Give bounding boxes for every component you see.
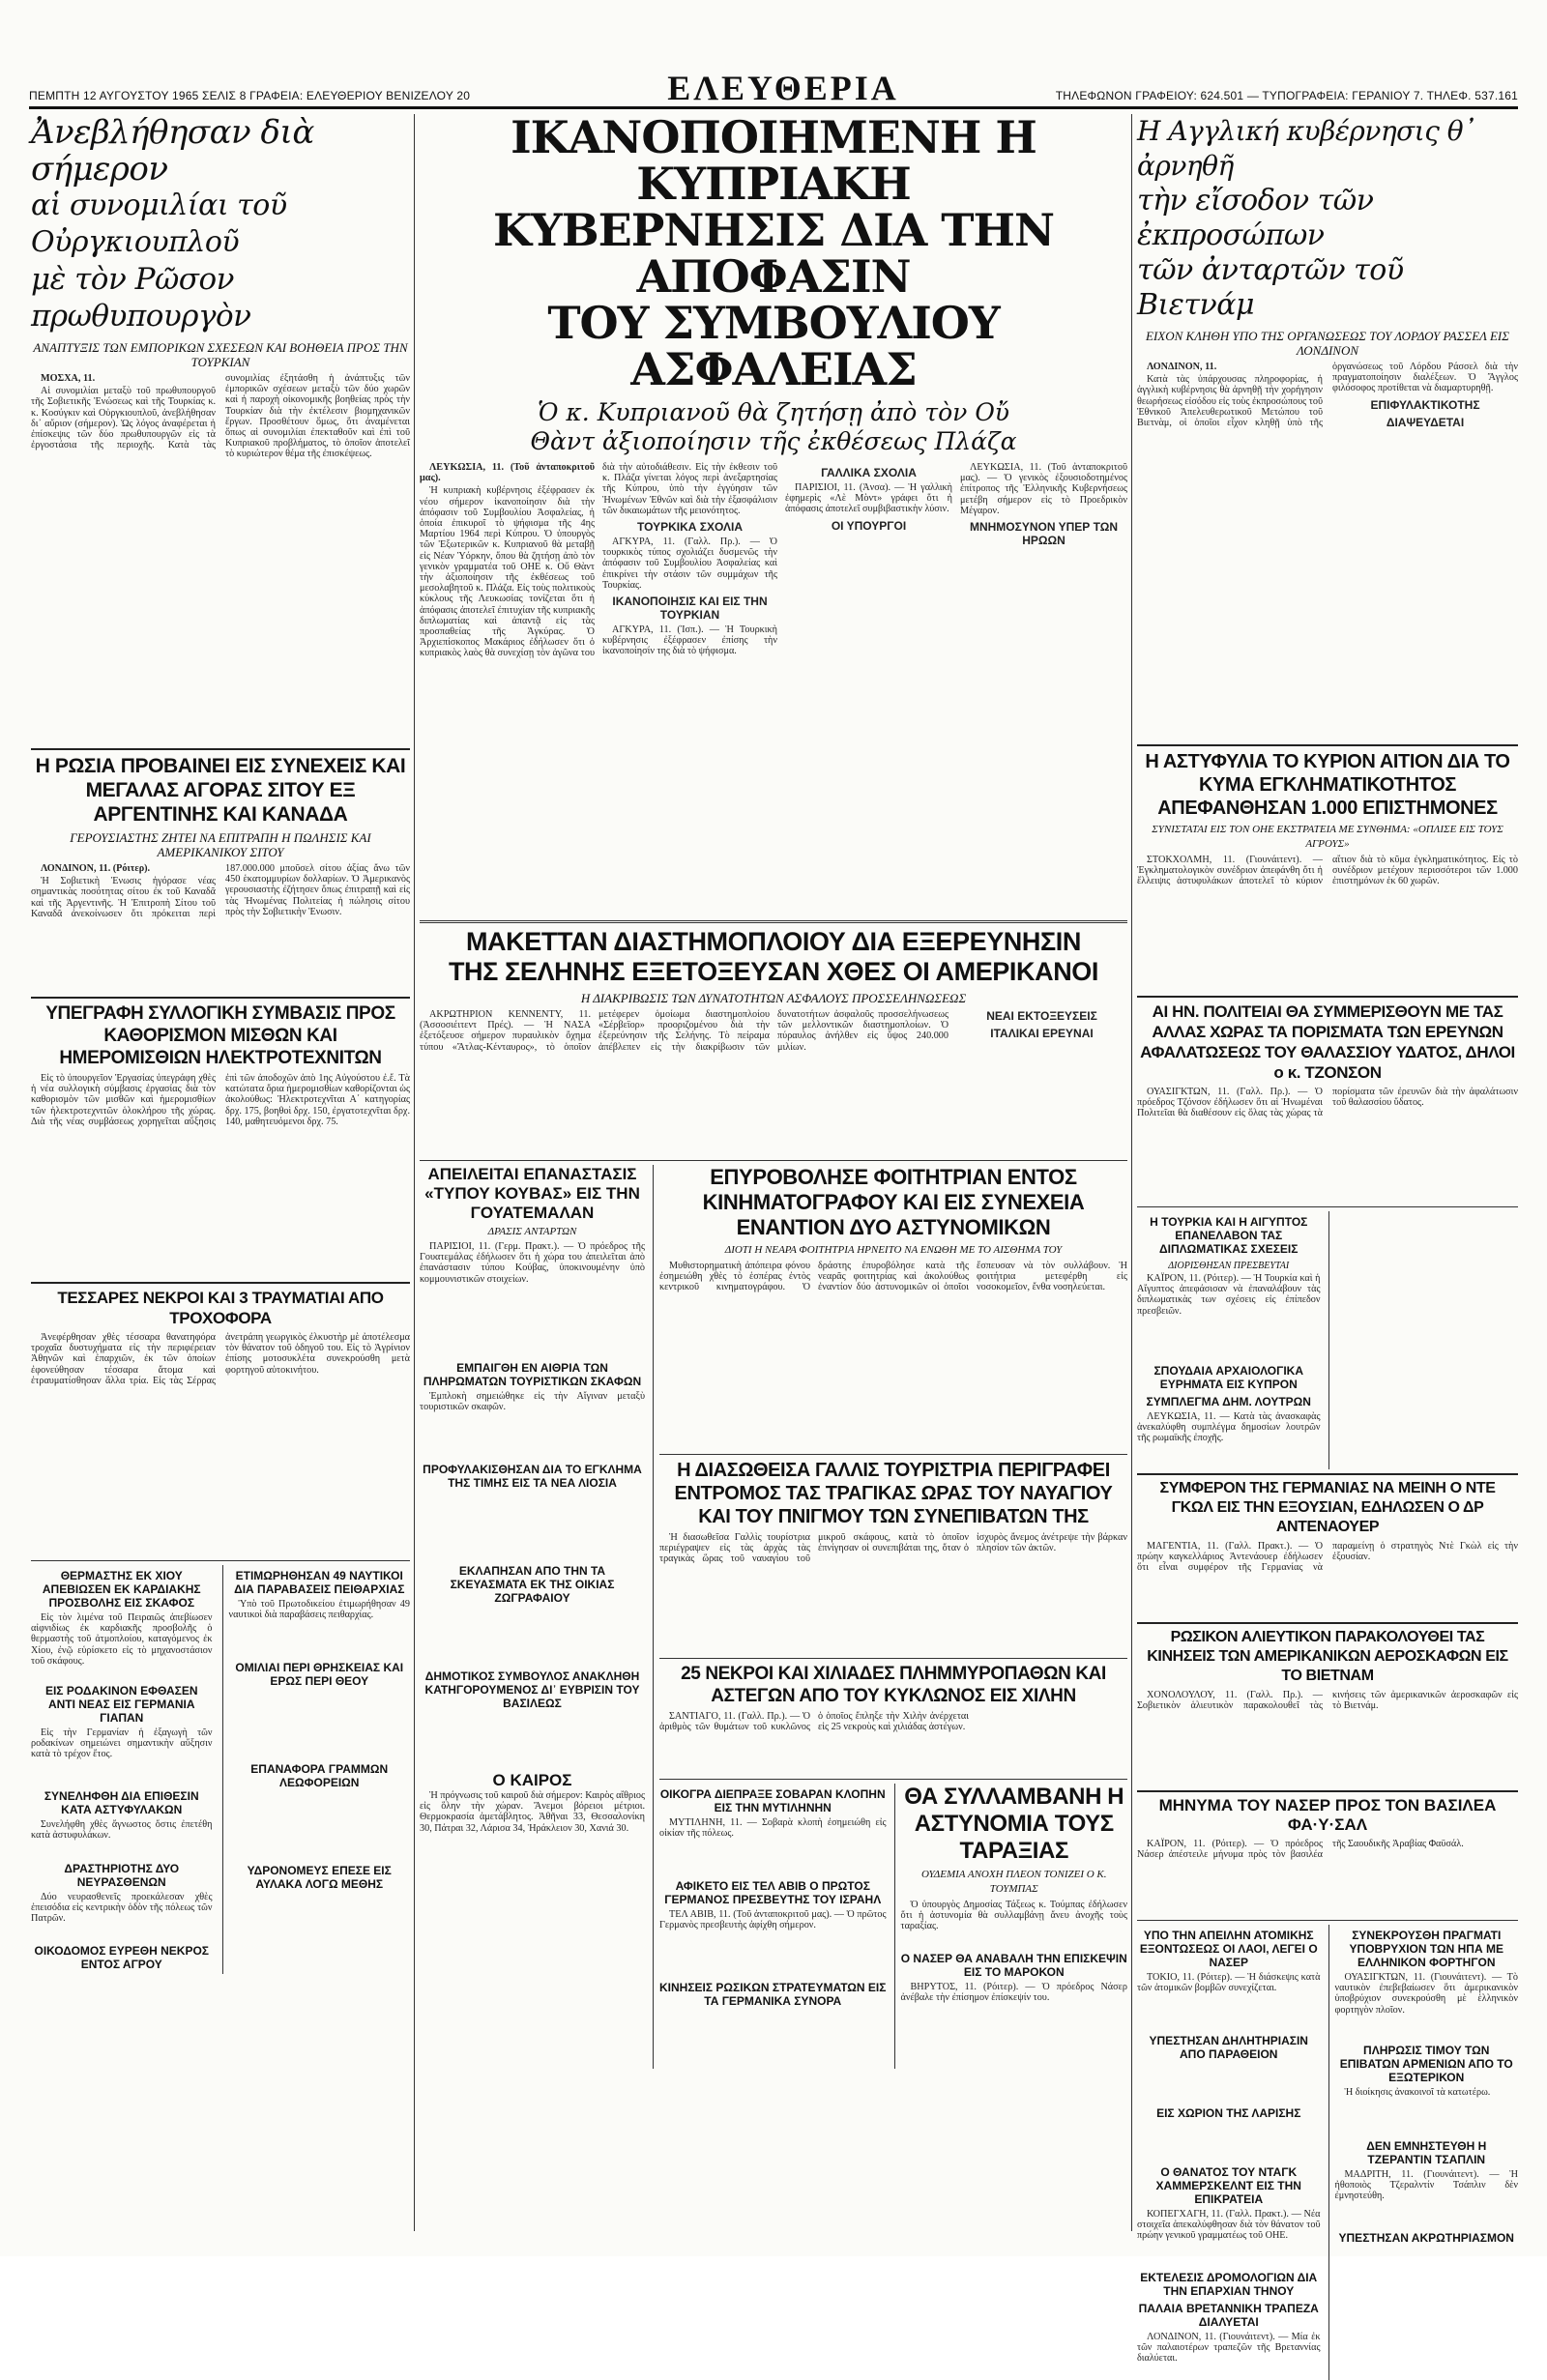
article-text: ΜΥΤΙΛΗΝΗ, 11. — Σοβαρὰ κλοπὴ ἐσημειώθη εἰς οἰκίαν τῆς πόλεως. (659, 1817, 887, 1840)
article-text: Ἐμπλοκὴ σημειώθηκε εἰς τὴν Αἴγιναν μεταξὺ τουριστικῶν σκαφῶν. (420, 1391, 645, 1413)
headline-crime-wave: Η ΑΣΤΥΦΥΛΙΑ ΤΟ ΚΥΡΙΟΝ ΑΙΤΙΟΝ ΔΙΑ ΤΟ ΚΥΜΑ ΕΓΚΛΗΜΑΤΙΚΟΤΗΤΟΣ ΑΠΕΦΑΝΘΗΣΑΝ 1.000 ΕΠΙΣΤΗΜΟΝΕΣ (1137, 744, 1518, 820)
masthead-left-info: ΠΕΜΠΤΗ 12 ΑΥΓΟΥΣΤΟΥ 1965 ΣΕΛΙΣ 8 ΓΡΑΦΕΙΑ: ΕΛΕΥΘΕΡΙΟΥ ΒΕΝΙΖΕΛΟΥ 20 (29, 89, 471, 102)
headline-arrest: ΣΥΝΕΛΗΦΘΗ ΔΙΑ ΕΠΙΘΕΣΙΝ ΚΑΤΑ ΑΣΤΥΦΥΛΑΚΩΝ (44, 1789, 199, 1816)
right-lower-col-b (1328, 1925, 1519, 2380)
article-text: Ἡ πρόγνωσις τοῦ καιροῦ διὰ σήμερον: Καιρὸς αἴθριος εἰς ὅλην τὴν χώραν. Ἄνεμοι βόρειοι μέτριοι. Θερμοκρασία ἀμετάβλητος. Ἀθῆναι 33, Θεσσαλονίκη 30, Πάτραι 32, Λάρισα 34, Ἡράκλειον 30, Χανιά 30. (420, 1790, 645, 1834)
left-bottom-block (31, 1560, 410, 1974)
article-larissa-filler (1137, 2123, 1321, 2162)
headline-chios: ΘΕΡΜΑΣΤΗΣ ΕΚ ΧΙΟΥ ΑΠΕΒΙΩΣΕΝ ΕΚ ΚΑΡΔΙΑΚΗΣ ΠΡΟΣΒΟΛΗΣ ΕΙΣ ΣΚΑΦΟΣ (42, 1569, 201, 1610)
article-text: ΚΑΪΡΟΝ, 11. (Ρόιτερ). — Ὁ πρόεδρος Νάσερ ἀπέστειλε μήνυμα πρὸς τὸν βασιλέα τῆς Σαουδικῆς Ἀραβίας Φαϋσάλ. (1137, 1839, 1464, 1861)
mini-head-new-launches: ΝΕΑΙ ΕΚΤΟΞΕΥΣΕΙΣ (986, 1009, 1097, 1023)
column-rule (1131, 114, 1132, 2231)
article-soviet-trawler (1137, 1690, 1518, 1786)
article-text: ΛΕΥΚΩΣΙΑ, 11. — Κατὰ τὰς ἀνασκαφὰς ἀνεκαλύφθη συμπλέγμα δημοσίων λουτρῶν τῆς ρωμαϊκῆς ἐποχῆς. (1137, 1411, 1321, 1444)
headline-activity: ΔΡΑΣΤΗΡΙΟΤΗΣ ΔΥΟ ΝΕΥΡΑΣΘΕΝΩΝ (64, 1862, 180, 1889)
main-article-continued (785, 462, 1127, 916)
moon-headline-2: ΤΗΣ ΣΕΛΗΝΗΣ ΕΞΕΤΟΞΕΥΣΑΝ ΧΘΕΣ ΟΙ ΑΜΕΡΙΚΑΝΟΙ (448, 957, 1099, 986)
article-text: ΑΓΚΥΡΑ, 11. (Ἰσπ.). — Ἡ Τουρκικὴ κυβέρνησις ἐξέφρασεν ἐπίσης τὴν ἱκανοποίησίν της διὰ τὸ ψήφισμα. (602, 624, 777, 657)
article-cemetery-filler (229, 1792, 411, 1860)
right-mid-col-b (1328, 1211, 1519, 1469)
article-activity (31, 1892, 213, 1940)
left-column (31, 114, 410, 2231)
article-text: Ἡ Σοβιετικὴ Ἑνωσις ἠγόρασε νέας σημαντικὰς ποσότητας σίτου ἐκ τοῦ Καναδᾶ καὶ τῆς Ἀργεντινῆς. Ἡ Ἐπιτροπὴ Σίτου τοῦ Καναδᾶ ἀνεκοίνωσεν ὅτι πρόκειται περὶ 187.000.000 μποῦσελ σίτου ἀξίας ἄνω τῶν 450 ἑκατομμυρίων δολλαρίων. Ὁ Ἀμερικανὸς γερουσιαστὴς ἐζήτησεν ὅπως ἐπιτραπῇ καὶ εἰς τὰς Ἡνωμένας Πολιτείας ἡ πώλησις σίτου πρὸς τὴν Σοβιετικὴν Ἑνωσιν. (31, 863, 410, 919)
section-rule (420, 920, 1127, 923)
headline-corpse: ΟΙΚΟΔΟΜΟΣ ΕΥΡΕΘΗ ΝΕΚΡΟΣ ΕΝΤΟΣ ΑΓΡΟΥ (34, 1944, 210, 1971)
headline-soviet-trawler: ΡΩΣΙΚΟΝ ΑΛΙΕΥΤΙΚΟΝ ΠΑΡΑΚΟΛΟΥΘΕΙ ΤΑΣ ΚΙΝΗΣΕΙΣ ΤΩΝ ΑΜΕΡΙΚΑΝΙΚΩΝ ΑΕΡΟΣΚΑΦΩΝ ΕΙΣ ΤΟ ΒΙΕΤΝΑΜ (1137, 1622, 1518, 1686)
headline-passengers: ΠΛΗΡΩΣΙΣ ΤΙΜΟΥ ΤΩΝ ΕΠΙΒΑΤΩΝ ΑΡΜΕΝΙΩΝ ΑΠΟ ΤΟ ΕΞΩΤΕΡΙΚΟΝ (1339, 2044, 1513, 2084)
article-text: ΣΑΝΤΙΑΓΟ, 11. (Γαλλ. Πρ.). — Ὁ ἀριθμὸς τῶν θυμάτων τοῦ κυκλῶνος ὁ ὁποῖος ἔπληξε τὴν Χιλὴν ἀνέρχεται εἰς 25 νεκροὺς καὶ χιλιάδας ἀστέγων. (659, 1711, 969, 1733)
headline-chaplin: ΔΕΝ ΕΜΝΗΣΤΕΥΘΗ Η ΤΖΕΡΑΝΤΙΝ ΤΣΑΠΛΙΝ (1366, 2139, 1487, 2166)
headline-larissa: ΕΙΣ ΧΩΡΙΟΝ ΤΗΣ ΛΑΡΙΣΗΣ (1156, 2106, 1301, 2120)
headline-turkey-1: Ἀνεβλήθησαν διὰ σήμερον (31, 113, 314, 189)
headline-sailors: ΕΤΙΜΩΡΗΘΗΣΑΝ 49 ΝΑΥΤΙΚΟΙ ΔΙΑ ΠΑΡΑΒΑΣΕΙΣ ΠΕΙΘΑΡΧΙΑΣ (234, 1569, 405, 1596)
article-vietnam (1137, 362, 1518, 739)
mini-head-italian-research: ΙΤΑΛΙΚΑΙ ΕΡΕΥΝΑΙ (990, 1027, 1094, 1040)
headline-russian-troops: ΚΙΝΗΣΕΙΣ ΡΩΣΙΚΩΝ ΣΤΡΑΤΕΥΜΑΤΩΝ ΕΙΣ ΤΑ ΓΕΡΜΑΝΙΚΑ ΣΥΝΟΡΑ (659, 1981, 887, 2008)
headline-turkey-3: μὲ τὸν Ρῶσον πρωθυπουργὸν (31, 262, 251, 334)
article-cinema (659, 1261, 1127, 1454)
article-guatemala (420, 1241, 645, 1357)
headline-mytilene: ΟΙΚΟΓΡΑ ΔΙΕΠΡΑΞΕ ΣΟΒΑΡΑΝ ΚΛΟΠΗΝ ΕΙΣ ΤΗΝ ΜΥΤΙΛΗΝΗΝ (659, 1787, 886, 1814)
headline-chile-cyclone: 25 ΝΕΚΡΟΙ ΚΑΙ ΧΙΛΙΑΔΕΣ ΠΛΗΜΜΥΡΟΠΑΘΩΝ ΚΑΙ ΑΣΤΕΓΩΝ ΑΠΟ ΤΟΥ ΚΥΚΛΩΝΟΣ ΕΙΣ ΧΙΛΗΝ (659, 1658, 1127, 1707)
article-tourist (420, 1391, 645, 1459)
article-chile (659, 1711, 1127, 1779)
article-text: ΧΟΝΟΛΟΥΛΟΥ, 11. (Γαλλ. Πρ.). — Σοβιετικὸν ἁλιευτικὸν παρακολουθεῖ τὰς κινήσεις τῶν ἀμερικανικῶν ἀεροσκαφῶν εἰς τὸ Βιετνάμ. (1137, 1690, 1518, 1712)
article-text: ΤΕΛ ΑΒΙΒ, 11. (Τοῦ ἀνταποκριτοῦ μας). — Ὁ πρῶτος Γερμανὸς πρεσβευτὴς ἀφίχθη σήμερον. (659, 1909, 887, 1931)
headline-cemetery: ΕΠΑΝΑΦΟΡΑ ΓΡΑΜΜΩΝ ΛΕΩΦΟΡΕΙΩΝ (250, 1762, 389, 1789)
article-de-gaulle (1137, 1541, 1518, 1618)
headline-vietnam-1: Η Αγγλική κυβέρνησις θ᾽ ἀρνηθῆ (1137, 115, 1476, 182)
center-column (420, 111, 1127, 2231)
headline-turkey-2: αἱ συνομιλίαι τοῦ Οὐργκιουπλοῦ (31, 189, 287, 259)
article-text: Συνελήφθη χθὲς ἄγνωστος ὅστις ἐπετέθη κατὰ ἀστυφυλάκων. (31, 1819, 213, 1842)
article-shipwreck (659, 1532, 1127, 1658)
moon-article (420, 1009, 1127, 1154)
article-russia (31, 863, 410, 989)
mini-head-memorial: ΜΝΗΜΟΣΥΝΟΝ ΥΠΕΡ ΤΩΝ ΗΡΩΩΝ (969, 520, 1119, 548)
masthead-rule (29, 106, 1518, 109)
article-text: ΒΗΡΥΤΟΣ, 11. (Ρόιτερ). — Ὁ πρόεδρος Νάσερ ἀνέβαλε τὴν ἐπίσημον ἐπίσκεψίν του. (900, 1982, 1127, 2004)
article-text: Εἰς τὴν Γερμανίαν ἡ ἐξαγωγὴ τῶν ροδακίνων σημειώνει σημαντικὴν αὔξησιν κατὰ τὸ τρέχον ἔτος. (31, 1727, 213, 1760)
mini-head-french-comments: ΓΑΛΛΙΚΑ ΣΧΟΛΙΑ (821, 466, 917, 479)
main-article-block (420, 462, 1127, 916)
right-mid-block (1137, 1206, 1518, 1469)
article-text: Δύο νευρασθενεῖς προεκάλεσαν χθὲς ἐπεισόδια εἰς κεντρικὴν ὁδὸν τῆς πόλεως τῶν Πατρῶν. (31, 1892, 213, 1925)
center-lower-col-a (420, 1165, 645, 2069)
center-lower-sub-block (659, 1779, 1127, 2069)
article-municipal-filler (420, 1713, 645, 1771)
headline-bombs: ΕΚΤΕΛΕΣΙΣ ΔΡΟΜΟΛΟΓΙΩΝ ΔΙΑ ΤΗΝ ΕΠΑΡΧΙΑΝ ΤΗΝΟΥ (1140, 2271, 1318, 2298)
moon-subhead: Η ΔΙΑΚΡΙΒΩΣΙΣ ΤΩΝ ΔΥΝΑΤΟΤΗΤΩΝ ΑΣΦΑΛΟΥΣ ΠΡΟΣΣΕΛΗΝΩΣΕΩΣ (580, 991, 967, 1005)
subhead-guatemala: ΔΡΑΣΙΣ ΑΝΤΑΡΤΩΝ (487, 1226, 577, 1237)
headline-atomic-threat: ΥΠΟ ΤΗΝ ΑΠΕΙΛΗΝ ΑΤΟΜΙΚΗΣ ΕΞΟΝΤΩΣΕΩΣ ΟΙ ΛΑΟΙ, ΛΕΓΕΙ Ο ΝΑΣΕΡ (1139, 1929, 1318, 1969)
dateline: ΛΟΝΔΙΝΟΝ, 11. (1147, 362, 1217, 372)
headline-weather: Ο ΚΑΙΡΟΣ (492, 1771, 572, 1789)
dateline: ΛΟΝΔΙΝΟΝ, 11. (Ρόιτερ). (41, 863, 151, 874)
mini-head-turkish-comments: ΤΟΥΡΚΙΚΑ ΣΧΟΛΙΑ (636, 520, 743, 535)
center-lower-sub-b (894, 1784, 1128, 2069)
left-bottom-col-a (31, 1565, 213, 1974)
article-sailors (229, 1599, 411, 1657)
article-text: ΠΑΡΙΣΙΟΙ, 11. (Γερμ. Πρακτ.). — Ὁ πρόεδρος τῆς Γουατεμάλας ἐδήλωσεν ὅτι ἡ χώρα του ἀπειλεῖται ἀπὸ ἐπανάστασιν τύπου Κούβας, ὑποκινουμένην ὑπὸ κομμουνιστικῶν στοιχείων. (420, 1241, 645, 1285)
article-police (901, 1900, 1128, 1948)
right-mid-col-a (1137, 1211, 1321, 1469)
article-text: Ὁ ὑπουργὸς Δημοσίας Τάξεως κ. Τούμπας ἐδήλωσεν ὅτι ἡ ἀστυνομία θὰ συλλαμβάνῃ ἄνευ ἀνοχῆς τοὺς ταραξίας. (900, 1900, 1127, 1932)
article-text: Μυθιστορηματικὴ ἀπόπειρα φόνου ἐσημειώθη χθὲς τὸ ἑσπέρας ἐντὸς κεντρικοῦ κινηματογράφου. Ὁ δράστης ἐπυροβόλησε κατὰ τῆς νεαρᾶς φοιτητρίας καὶ ἀκολούθως ἐναντίον δύο ἀστυνομικῶν οἱ ὁποῖοι ἔσπευσαν νὰ τὸν συλλάβουν. Ἡ φοιτήτρια μετεφέρθη εἰς νοσοκομεῖον, ἔνθα νοσηλεύεται. (659, 1261, 1127, 1293)
article-text: Εἰς τὸ ὑπουργεῖον Ἐργασίας ὑπεγράφη χθὲς ἡ νέα συλλογικὴ σύμβασις ἐργασίας διὰ τὸν καθορισμὸν τῶν μισθῶν καὶ ἡμερομισθίων τῶν ἠλεκτροτεχνιτῶν ὁλοκλήρου τῆς χώρας. Διὰ τῆς νέας συμβάσεως χορηγεῖται αὔξησις ἐπὶ τῶν ἀποδοχῶν ἀπὸ 1ης Αὐγούστου ἐ.ἔ. Τὰ κατώτατα ὅρια ἡμερομισθίων καθορίζονται ὡς ἀκολούθως: Ἠλεκτροτεχνῖται Α΄ κατηγορίας δρχ. 175, βοηθοὶ δρχ. 150, ἐργατοτεχνῖται δρχ. 140, μαθητευόμενοι δρχ. 75. (31, 1073, 410, 1127)
masthead (29, 68, 1518, 106)
article-turkey (31, 373, 410, 740)
article-text: ΟΥΑΣΙΓΚΤΩΝ, 11. (Γαλλ. Πρ.). — Ὁ πρόεδρος Τζόνσον ἐδήλωσεν ὅτι αἱ Ἡνωμέναι Πολιτεῖαι θὰ διαθέσουν εἰς ὅλας τὰς χώρας τὰ πορίσματα τῶν ἐρευνῶν διὰ τὴν ἀφαλάτωσιν τοῦ θαλασσίου ὕδατος. (1137, 1087, 1518, 1119)
article-text: Εἰς τὸν λιμένα τοῦ Πειραιῶς ἀπεβίωσεν αἰφνιδίως ἐκ καρδιακῆς προσβολῆς ὁ θερμαστὴς τοῦ ἀτμοπλοίου, καταγόμενος ἐκ Χίου, ἐνῷ εὑρίσκετο εἰς τὸ μηχανοστάσιον τοῦ σκάφους. (31, 1612, 213, 1667)
right-lower-block (1137, 1920, 1518, 2380)
article-tractor (31, 1332, 410, 1554)
article-poisoning-filler (1137, 2064, 1321, 2103)
headline-amputation: ΥΠΕΣΤΗΣΑΝ ΑΚΡΩΤΗΡΙΑΣΜΟΝ (1338, 2231, 1514, 2245)
article-ambassador (659, 1909, 887, 1977)
article-text: ΚΟΠΕΓΧΑΓΗ, 11. (Γαλλ. Πρακτ.). — Νέα στοιχεῖα ἀπεκαλύφθησαν διὰ τὸν θάνατον τοῦ πρώην γενικοῦ γραμματέως τοῦ ΟΗΕ. (1137, 2209, 1321, 2242)
headline-municipal: ΔΗΜΟΤΙΚΟΣ ΣΥΜΒΟΥΛΟΣ ΑΝΑΚΛΗΘΗ ΚΑΤΗΓΟΡΟΥΜΕΝΟΣ ΔΙ᾽ ΕΥΒΡΙΣΙΝ ΤΟΥ ΒΑΣΙΛΕΩΣ (424, 1669, 640, 1710)
subhead-cinema: ΔΙΟΤΙ Η ΝΕΑΡΑ ΦΟΙΤΗΤΡΙΑ ΗΡΝΕΙΤΟ ΝΑ ΕΝΩΘΗ ΜΕ ΤΟ ΑΙΣΘΗΜΑ ΤΟΥ (724, 1244, 1063, 1256)
mini-head-caution: ΕΠΙΦΥΛΑΚΤΙΚΟΤΗΣ (1370, 397, 1480, 412)
main-headline-3: ΤΟΥ ΣΥΜΒΟΥΛΙΟΥ ΑΣΦΑΛΕΙΑΣ (547, 297, 1000, 395)
article-chaplin (1335, 2169, 1519, 2227)
main-subheadline-1: Ὁ κ. Κυπριανοῦ θὰ ζητήσῃ ἀπὸ τὸν Οὔ (537, 398, 1010, 426)
headline-desalination: ΑΙ ΗΝ. ΠΟΛΙΤΕΙΑΙ ΘΑ ΣΥΜΜΕΡΙΣΘΟΥΝ ΜΕ ΤΑΣ ΑΛΛΑΣ ΧΩΡΑΣ ΤΑ ΠΟΡΙΣΜΑΤΑ ΤΩΝ ΕΡΕΥΝΩΝ ΑΦΑΛΑΤΩΣΕΩΣ ΤΟΥ ΘΑΛΑΣΣΙΟΥ ΥΔΑΤΟΣ, ΔΗΛΟΙ ο κ. ΤΖΟΝΣΟΝ (1137, 996, 1518, 1083)
headline-hydro: ΥΔΡΟΝΟΜΕΥΣ ΕΠΕΣΕ ΕΙΣ ΑΥΛΑΚΑ ΛΟΓΩ ΜΕΘΗΣ (247, 1864, 392, 1891)
headline-russia-wheat: Η ΡΩΣΙΑ ΠΡΟΒΑΙΝΕΙ ΕΙΣ ΣΥΝΕΧΕΙΣ ΚΑΙ ΜΕΓΑΛΑΣ ΑΓΟΡΑΣ ΣΙΤΟΥ ΕΞ ΑΡΓΕΝΤΙΝΗΣ ΚΑΙ ΚΑΝΑΔΑ (31, 748, 410, 827)
article-hammarskjold (1137, 2209, 1321, 2267)
article-text: Ἡ διοίκησις ἀνακοινοῖ τὰ κατωτέρω. (1344, 2087, 1491, 2098)
headline-nasser-faisal: ΜΗΝΥΜΑ ΤΟΥ ΝΑΣΕΡ ΠΡΟΣ ΤΟΝ ΒΑΣΙΛΕΑ ΦΑ·Υ·ΣΑΛ (1137, 1790, 1518, 1835)
moon-headline-1: ΜΑΚΕΤΤΑΝ ΔΙΑΣΤΗΜΟΠΛΟΙΟΥ ΔΙΑ ΕΞΕΡΕΥΝΗΣΙΝ (465, 927, 1082, 956)
headline-theft: ΕΚΛΑΠΗΣΑΝ ΑΠΟ ΤΗΝ ΤΑ ΣΚΕΥΑΣΜΑΤΑ ΕΚ ΤΗΣ ΟΙΚΙΑΣ ΖΩΓΡΑΦΑΙΟΥ (450, 1564, 615, 1605)
article-electricians (31, 1073, 410, 1276)
headline-german-ambassador: ΑΦΙΚΕΤΟ ΕΙΣ ΤΕΛ ΑΒΙΒ Ο ΠΡΩΤΟΣ ΓΕΡΜΑΝΟΣ ΠΡΕΣΒΕΥΤΗΣ ΤΟΥ ΙΣΡΑΗΛ (664, 1879, 882, 1906)
article-text: ΜΑΓΕΝΤΙΑ, 11. (Γαλλ. Πρακτ.). — Ὁ πρώην καγκελλάριος Ἀντενάουερ ἐδήλωσεν ὅτι εἶναι συμφέρον τῆς Γερμανίας νὰ παραμείνῃ ὁ στρατηγὸς Ντὲ Γκὼλ εἰς τὴν ἐξουσίαν. (1137, 1541, 1518, 1574)
headline-submarine-collision: ΣΥΝΕΚΡΟΥΣΘΗ ΠΡΑΓΜΑΤΙ ΥΠΟΒΡΥΧΙΟΝ ΤΩΝ ΗΠΑ ΜΕ ΕΛΛΗΝΙΚΟΝ ΦΟΡΤΗΓΟΝ (1349, 1929, 1503, 1969)
mini-head-ministers: ΟΙ ΥΠΟΥΡΓΟΙ (831, 518, 907, 533)
article-text: Κατὰ τὰς ὑπάρχουσας πληροφορίας, ἡ ἀγγλικὴ κυβέρνησις θὰ ἀρνηθῇ τὴν χορήγησιν θεωρήσεως εἰσόδου εἰς τοὺς ἐκπροσώπους τοῦ Ἐθνικοῦ Ἀπελευθερωτικοῦ Μετώπου τοῦ Βιετνὰμ, οἱ ὁποῖοι εἶχον κληθῇ ὑπὸ τῆς ὀργανώσεως τοῦ Λόρδου Ράσσελ διὰ τὴν πραγματοποίησιν διαλέξεων. Ὁ Ἄγγλος φιλόσοφος προτίθεται νὰ διαμαρτυρηθῇ. (1137, 362, 1518, 429)
headline-honor-crime: ΠΡΟΦΥΛΑΚΙΣΘΗΣΑΝ ΔΙΑ ΤΟ ΕΓΚΛΗΜΑ ΤΗΣ ΤΙΜΗΣ ΕΙΣ ΤΑ ΝΕΑ ΛΙΟΣΙΑ (423, 1463, 642, 1490)
headline-baths: ΣΥΜΠΛΕΓΜΑ ΔΗΜ. ΛΟΥΤΡΩΝ (1146, 1395, 1311, 1408)
article-religion-filler (229, 1691, 411, 1758)
article-nasser-faisal (1137, 1839, 1518, 1916)
article-rhodes (31, 1727, 213, 1785)
masthead-right-info: ΤΗΛΕΦΩΝΟΝ ΓΡΑΦΕΙΟΥ: 624.501 — ΤΥΠΟΓΡΑΦΕΙΑ: ΓΕΡΑΝΙΟΥ 7. ΤΗΛΕΦ. 537.161 (1055, 89, 1518, 102)
article-turkey-egypt (1137, 1273, 1321, 1360)
article-submarine (1335, 1972, 1519, 2040)
article-text: ΤΟΚΙΟ, 11. (Ρόιτερ). — Ἡ διάσκεψις κατὰ τῶν ἀτομικῶν βομβῶν συνεχίζεται. (1137, 1972, 1321, 1994)
article-text: Ἡ κυπριακὴ κυβέρνησις ἐξέφρασεν ἐκ νέου σήμερον ἱκανοποίησιν διὰ τὴν ἀπόφασιν τοῦ Συμβουλίου Ἀσφαλείας, ἡ ὁποία ἐπικυροῖ τὸ ψήφισμα τῆς 4ης Μαρτίου 1964 περὶ Κύπρου. Ὁ ὑπουργὸς τῶν Ἐξωτερικῶν κ. Κυπριανοῦ θὰ μεταβῇ εἰς Νέαν Ὑόρκην, ὅπου θὰ ζητήσῃ ἀπὸ τὸν γενικὸν γραμματέα τοῦ ΟΗΕ κ. Οὔ Θὰντ τὴν ἀξιοποίησιν τῆς ἐκθέσεως τοῦ μεσολαβητοῦ κ. Πλάζα. Εἰς τοὺς πολιτικοὺς κύκλους τῆς Λευκωσίας τονίζεται ὅτι ἡ ἀπόφασις ἀποτελεῖ ἐπιτυχίαν τῆς κυπριακῆς διπλωματίας καὶ ἀπαντᾷ εἰς τὰς προσπαθείας τῆς Ἀγκύρας. Ὁ Ἀρχιεπίσκοπος Μακάριος ἐδήλωσεν ὅτι ὁ κυπριακὸς λαὸς θὰ συνεχίσῃ τὸν ἀγῶνα του διὰ τὴν αὐτοδιάθεσιν. Εἰς τὴν ἐκθεσιν τοῦ κ. Πλάζα γίνεται λόγος περὶ ἀνεξαρτησίας τῆς Κύπρου, ὑπὸ τὴν ἐγγύησιν τῶν Ἡνωμένων Ἐθνῶν καὶ διὰ τὴν ἐξασφάλισιν τῶν δικαιωμάτων τῆς μειονότητος. (420, 462, 777, 659)
headline-tourist-shipwreck: Η ΔΙΑΣΩΘΕΙΣΑ ΓΑΛΛΙΣ ΤΟΥΡΙΣΤΡΙΑ ΠΕΡΙΓΡΑΦΕΙ ΕΝΤΡΟΜΟΣ ΤΑΣ ΤΡΑΓΙΚΑΣ ΩΡΑΣ ΤΟΥ ΝΑΥΑΓΙΟΥ ΚΑΙ ΤΟΥ ΠΝΙΓΜΟΥ ΤΩΝ ΣΥΝΕΠΙΒΑΤΩΝ ΤΗΣ (659, 1454, 1127, 1528)
headline-hammarskjold: Ο ΘΑΝΑΤΟΣ ΤΟΥ ΝΤΑΓΚ ΧΑΜΜΕΡΣΚΕΛΝΤ ΕΙΣ ΤΗΝ ΕΠΙΚΡΑΤΕΙΑ (1155, 2165, 1301, 2206)
subhead-police: ΟΥΔΕΜΙΑ ΑΝΟΧΗ ΠΛΕΟΝ ΤΟΝΙΖΕΙ Ο Κ. ΤΟΥΜΠΑΣ (920, 1869, 1107, 1895)
left-bottom-col-b (222, 1565, 411, 1974)
headline-nasser-morocco: Ο ΝΑΣΕΡ ΘΑ ΑΝΑΒΑΛΗ ΤΗΝ ΕΠΙΣΚΕΨΙΝ ΕΙΣ ΤΟ ΜΑΡΟΚΟΝ (900, 1952, 1127, 1979)
mini-head-satisfaction: ΙΚΑΝΟΠΟΙΗΣΙΣ ΚΑΙ ΕΙΣ ΤΗΝ ΤΟΥΡΚΙΑΝ (612, 595, 768, 623)
article-text: Ἡ διασωθεῖσα Γαλλὶς τουρίστρια περιέγραψεν εἰς τὰς ἀρχὰς τὰς τραγικὰς ὥρας τοῦ ναυαγίου τοῦ μικροῦ σκάφους, κατὰ τὸ ὁποῖον ἐπνίγησαν οἱ συνεπιβάται της, ὅταν ὁ ἰσχυρὸς ἄνεμος ἀνέτρεψε τὴν βάρκαν πλησίον τῶν ἀκτῶν. (659, 1532, 1127, 1565)
main-headline-2: ΚΥΒΕΡΝΗΣΙΣ ΔΙΑ ΤΗΝ ΑΠΟΦΑΣΙΝ (492, 204, 1055, 303)
newspaper-title: ΕΛΕΥΘΕΡΙΑ (667, 69, 899, 107)
article-text: Ὑπὸ τοῦ Πρωτοδικείου ἐτιμωρήθησαν 49 ναυτικοὶ διὰ παραβάσεις πειθαρχίας. (228, 1599, 410, 1621)
headline-religion: ΟΜΙΛΙΑΙ ΠΕΡΙ ΘΡΗΣΚΕΙΑΣ ΚΑΙ ΕΡΩΣ ΠΕΡΙ ΘΕΟΥ (235, 1661, 404, 1688)
article-honor-crime-filler (420, 1493, 645, 1560)
headline-vietnam-2: τὴν εἴσοδον τῶν ἐκπροσώπων (1137, 184, 1374, 252)
article-text: ΑΚΡΩΤΗΡΙΟΝ ΚΕΝΝΕΝΤΥ, 11. (Ἀσσοσιέιτεντ Πρές). — Ἡ ΝΑΣΑ ἐξετόξευσε σήμερον πυραυλικὸν ὄχημα τύπου «Ἄτλας-Κένταυρος», τὸ ὁποῖον μετέφερεν ὁμοίωμα διαστημοπλοίου «Σέρβεϊορ» προοριζομένου διὰ τὴν ἐξερεύνησιν τῆς Σελήνης. Τὸ πείραμα ἀπέβλεπεν εἰς τὴν διακρίβωσιν τῶν δυνατοτήτων ἀσφαλοῦς προσσελήνωσεως τῶν μελλοντικῶν διαστημοπλοίων. Ὁ πύραυλος ἀνήλθεν εἰς ὕψος 240.000 μιλίων. (420, 1009, 949, 1053)
main-subheadline-2: Θὰντ ἀξιοποίησιν τῆς ἐκθέσεως Πλάζα (530, 427, 1017, 455)
headline-poisoning: ΥΠΕΣΤΗΣΑΝ ΔΗΛΗΤΗΡΙΑΣΙΝ ΑΠΟ ΠΑΡΑΘΕΙΟΝ (1149, 2034, 1308, 2061)
headline-tourist: ΕΜΠΑΙΓΘΗ ΕΝ ΑΙΘΡΙΑ ΤΩΝ ΠΛΗΡΩΜΑΤΩΝ ΤΟΥΡΙΣΤΙΚΩΝ ΣΚΑΦΩΝ (423, 1361, 642, 1388)
subhead-turkey: ΑΝΑΠΤΥΞΙΣ ΤΩΝ ΕΜΠΟΡΙΚΩΝ ΣΧΕΣΕΩΝ ΚΑΙ ΒΟΗΘΕΙΑ ΠΡΟΣ ΤΗΝ ΤΟΥΡΚΙΑΝ (33, 340, 408, 369)
dateline: ΜΟΣΧΑ, 11. (41, 373, 96, 384)
article-text: ΛΟΝΔΙΝΟΝ, 11. (Γιουνάιτεντ). — Μία ἐκ τῶν παλαιοτέρων τραπεζῶν τῆς Βρεταννίας διαλύεται. (1137, 2332, 1321, 2365)
article-nasser (901, 1982, 1128, 2040)
subhead-turkey-egypt: ΔΙΟΡΙΣΘΗΣΑΝ ΠΡΕΣΒΕΥΤΑΙ (1168, 1261, 1290, 1271)
article-right-mid-filler (1335, 1211, 1519, 1453)
article-chios (31, 1612, 213, 1680)
headline-tractor: ΤΕΣΣΑΡΕΣ ΝΕΚΡΟΙ ΚΑΙ 3 ΤΡΑΥΜΑΤΙΑΙ ΑΠΟ ΤΡΟΧΟΦΟΡΑ (31, 1282, 410, 1328)
headline-guatemala: ΑΠΕΙΛΕΙΤΑΙ ΕΠΑΝΑΣΤΑΣΙΣ «ΤΥΠΟΥ ΚΟΥΒΑΣ» ΕΙΣ ΤΗΝ ΓΟΥΑΤΕΜΑΛΑΝ (424, 1165, 640, 1222)
subhead-crime-wave: ΣΥΝΙΣΤΑΤΑΙ ΕΙΣ ΤΟΝ ΟΗΕ ΕΚΣΤΡΑΤΕΙΑ ΜΕ ΣΥΝΘΗΜΑ: «ΟΠΛΙΣΕ ΕΙΣ ΤΟΥΣ ΑΓΡΟΥΣ» (1152, 824, 1503, 850)
article-desalination (1137, 1087, 1518, 1203)
article-weather (420, 1790, 645, 1935)
article-text: ΠΑΡΙΣΙΟΙ, 11. (Ἀνσα). — Ἡ γαλλικὴ ἐφημερὶς «Λὲ Μὸντ» γράφει ὅτι ἡ ἀπόφασις ἀποτελεῖ συμβιβαστικὴν λύσιν. (785, 482, 952, 515)
article-mytilene (659, 1817, 887, 1875)
center-lower-block (420, 1160, 1127, 2069)
article-baths (1137, 1411, 1321, 1469)
article-text: ΑΓΚΥΡΑ, 11. (Γαλλ. Πρ.). — Ὁ τουρκικὸς τύπος σχολιάζει δυσμενῶς τὴν ἀπόφασιν τοῦ Συμβουλίου Ἀσφαλείας καὶ ἐπικρίνει τὴν στάσιν τῶν συμμάχων τῆς Τουρκίας. (602, 537, 777, 591)
article-text: ΟΥΑΣΙΓΚΤΩΝ, 11. (Γιουνάιτεντ). — Τὸ ναυτικὸν ἐπεβεβαίωσεν ὅτι ἀμερικανικὸν ὑποβρύχιον συνεκρούσθη μὲ ἑλληνικὸν φορτηγὸν πλοῖον. (1334, 1972, 1518, 2016)
article-atomic (1137, 1972, 1321, 2030)
article-text: ΜΑΔΡΙΤΗ, 11. (Γιουνάιτεντ). — Ἡ ἠθοποιὸς Τζεραλντίν Τσάπλιν δὲν ἐμνηστεύθη. (1334, 2169, 1518, 2202)
article-arrest (31, 1819, 213, 1858)
subhead-vietnam: ΕΙΧΟΝ ΚΛΗΘΗ ΥΠΟ ΤΗΣ ΟΡΓΑΝΩΣΕΩΣ ΤΟΥ ΛΟΡΔΟΥ ΡΑΣΣΕΛ ΕΙΣ ΛΟΝΔΙΝΟΝ (1146, 329, 1509, 358)
headline-archaeology: ΣΠΟΥΔΑΙΑ ΑΡΧΑΙΟΛΟΓΙΚΑ ΕΥΡΗΜΑΤΑ ΕΙΣ ΚΥΠΡΟΝ (1153, 1364, 1304, 1391)
headline-turkey-egypt: Η ΤΟΥΡΚΙΑ ΚΑΙ Η ΑΙΓΥΠΤΟΣ ΕΠΑΝΕΛΑΒΟΝ ΤΑΣ ΔΙΠΛΩΜΑΤΙΚΑΣ ΣΧΕΣΕΙΣ (1150, 1215, 1308, 1256)
headline-cinema-shooting: ΕΠΥΡΟΒΟΛΗΣΕ ΦΟΙΤΗΤΡΙΑΝ ΕΝΤΟΣ ΚΙΝΗΜΑΤΟΓΡΑΦΟΥ ΚΑΙ ΕΙΣ ΣΥΝΕΧΕΙΑ ΕΝΑΝΤΙΟΝ ΔΥΟ ΑΣΤΥΝΟΜΙΚΩΝ (702, 1165, 1085, 1239)
center-lower-sub-a (659, 1784, 887, 2069)
article-crime-wave (1137, 855, 1518, 990)
column-rule (414, 114, 415, 2231)
article-text: ΣΤΟΚΧΟΛΜΗ, 11. (Γιουνάιτεντ). — Ἐγκληματολογικὸν συνέδριον ἀπεφάνθη ὅτι ἡ ἔλλειψις ἀστυφυλάκων ἀποτελεῖ τὸ κύριον αἴτιον διὰ τὸ κῦμα ἐγκληματικότητος. Εἰς τὸ συνέδριον μετέχουν περισσότεροι τῶν 1.000 ἐπιστημόνων ἐκ 60 χωρῶν. (1137, 855, 1518, 887)
headline-de-gaulle: ΣΥΜΦΕΡΟΝ ΤΗΣ ΓΕΡΜΑΝΙΑΣ ΝΑ ΜΕΙΝΗ Ο ΝΤΕ ΓΚΩΛ ΕΙΣ ΤΗΝ ΕΞΟΥΣΙΑΝ, ΕΔΗΛΩΣΕΝ Ο ΔΡ ΑΝΤΕΝΑΟΥΕΡ (1137, 1473, 1518, 1537)
article-russian-troops-filler (659, 2011, 887, 2069)
dateline: ΛΕΥΚΩΣΙΑ, 11. (Τοῦ ἀνταποκριτοῦ μας). (420, 462, 595, 484)
center-lower-col-b (653, 1165, 1127, 2069)
article-text: ΛΕΥΚΩΣΙΑ, 11. (Τοῦ ἀνταποκριτοῦ μας). — Ὁ γενικὸς ἐξουσιοδοτημένος ἐπίτροπος τῆς Ἑλληνικῆς Κυβερνήσεως μετέβη σήμερον εἰς τὸ Προεδρικὸν Μέγαρον. (960, 462, 1127, 516)
article-theft-filler (420, 1608, 645, 1666)
headline-electricians: ΥΠΕΓΡΑΦΗ ΣΥΛΛΟΓΙΚΗ ΣΥΜΒΑΣΙΣ ΠΡΟΣ ΚΑΘΟΡΙΣΜΟΝ ΜΙΣΘΩΝ ΚΑΙ ΗΜΕΡΟΜΙΣΘΙΩΝ ΗΛΕΚΤΡΟΤΕΧΝΙΤΩΝ (31, 997, 410, 1069)
headline-british-bank: ΠΑΛΑΙΑ ΒΡΕΤΑΝΝΙΚΗ ΤΡΑΠΕΖΑ ΔΙΑΛΥΕΤΑΙ (1138, 2302, 1319, 2329)
article-text: Αἱ συνομιλίαι μεταξὺ τοῦ πρωθυπουργοῦ τῆς Σοβιετικῆς Ἑνώσεως καὶ τῆς Τουρκίας κ. κ. Κοσύγκιν καὶ Οὐργκιουπλοῦ, ἀνεβλήθησαν δι᾽ αὔριον (σήμερον). Ὡς λόγος ἀναφέρεται ἡ ἐπίσκεψις τῶν δύο πρωθυπουργῶν εἰς τὰ ἐργοστάσια τῆς περιοχῆς. Κατὰ τὰς συνομιλίας ἐξητάσθη ἡ ἀνάπτυξις τῶν ἐμπορικῶν σχέσεων μεταξὺ τῶν δύο χωρῶν καὶ ἡ παροχὴ οἰκονομικῆς βοηθείας πρὸς τὴν Τουρκίαν διὰ τὴν ἐκτέλεσιν βιομηχανικῶν ἔργων. Προσθέτουν ὅμως, ὅτι ἀναμένεται ὅπως αἱ συνομιλίαι ἐπεκταθοῦν καὶ ἐπὶ τοῦ Κυπριακοῦ προβλήματος, τὸ ὁποῖον ἀποτελεῖ τὸ κυριώτερον θέμα τῆς ἐπισκέψεως. (31, 373, 410, 460)
subhead-russia: ΓΕΡΟΥΣΙΑΣΤΗΣ ΖΗΤΕΙ ΝΑ ΕΠΙΤΡΑΠΗ Η ΠΩΛΗΣΙΣ ΚΑΙ ΑΜΕΡΙΚΑΝΙΚΟΥ ΣΙΤΟΥ (70, 830, 371, 859)
article-passengers (1335, 2087, 1519, 2135)
article-bank (1137, 2332, 1321, 2380)
right-lower-col-a (1137, 1925, 1321, 2380)
article-text: Ἀνεφέρθησαν χθὲς τέσσαρα θανατηφόρα τροχαῖα δυστυχήματα εἰς τὴν περιφέρειαν Ἀθηνῶν καὶ ἐπαρχιῶν, ἐκ τῶν ὁποίων ἐφονεύθησαν τέσσαρα ἄτομα καὶ ἐτραυματίσθησαν ἄλλα τρία. Εἰς τὰς Σέρρας ἀνετράπη γεωργικὸς ἐλκυστὴρ μὲ ἀποτέλεσμα τὸν θάνατον τοῦ ὁδηγοῦ του. Εἰς τὸ Ἀγρίνιον ἐπίσης μοτοσυκλέτα συνεκρούσθη μετὰ φορτηγοῦ αὐτοκινήτου. (31, 1332, 410, 1386)
article-text: ΚΑΪΡΟΝ, 11. (Ρόιτερ). — Ἡ Τουρκία καὶ ἡ Αἴγυπτος ἀπεφάσισαν νὰ ἐπαναλάβουν τὰς διπλωματικὰς των σχέσεις εἰς ἐπίπεδον πρεσβειῶν. (1137, 1273, 1321, 1317)
headline-vietnam-3: τῶν ἀνταρτῶν τοῦ Βιετνάμ (1137, 253, 1404, 322)
headline-police-troublemakers: ΘΑ ΣΥΛΛΑΜΒΑΝΗ Η ΑΣΤΥΝΟΜΙΑ ΤΟΥΣ ΤΑΡΑΞΙΑΣ (904, 1784, 1124, 1864)
right-column (1137, 114, 1518, 2365)
main-article (420, 462, 777, 916)
headline-rhodes: ΕΙΣ ΡΟΔΑΚΙΝΟΝ ΕΦΘΑΣΕΝ ΑΝΤΙ ΝΕΑΣ ΕΙΣ ΓΕΡΜΑΝΙΑ ΓΙΑΠΑΝ (44, 1684, 198, 1725)
mini-head-denial: ΔΙΑΨΕΥΔΕΤΑΙ (1386, 415, 1465, 429)
main-headline-1: ΙΚΑΝΟΠΟΙΗΜΕΝΗ Η ΚΥΠΡΙΑΚΗ (511, 111, 1036, 210)
